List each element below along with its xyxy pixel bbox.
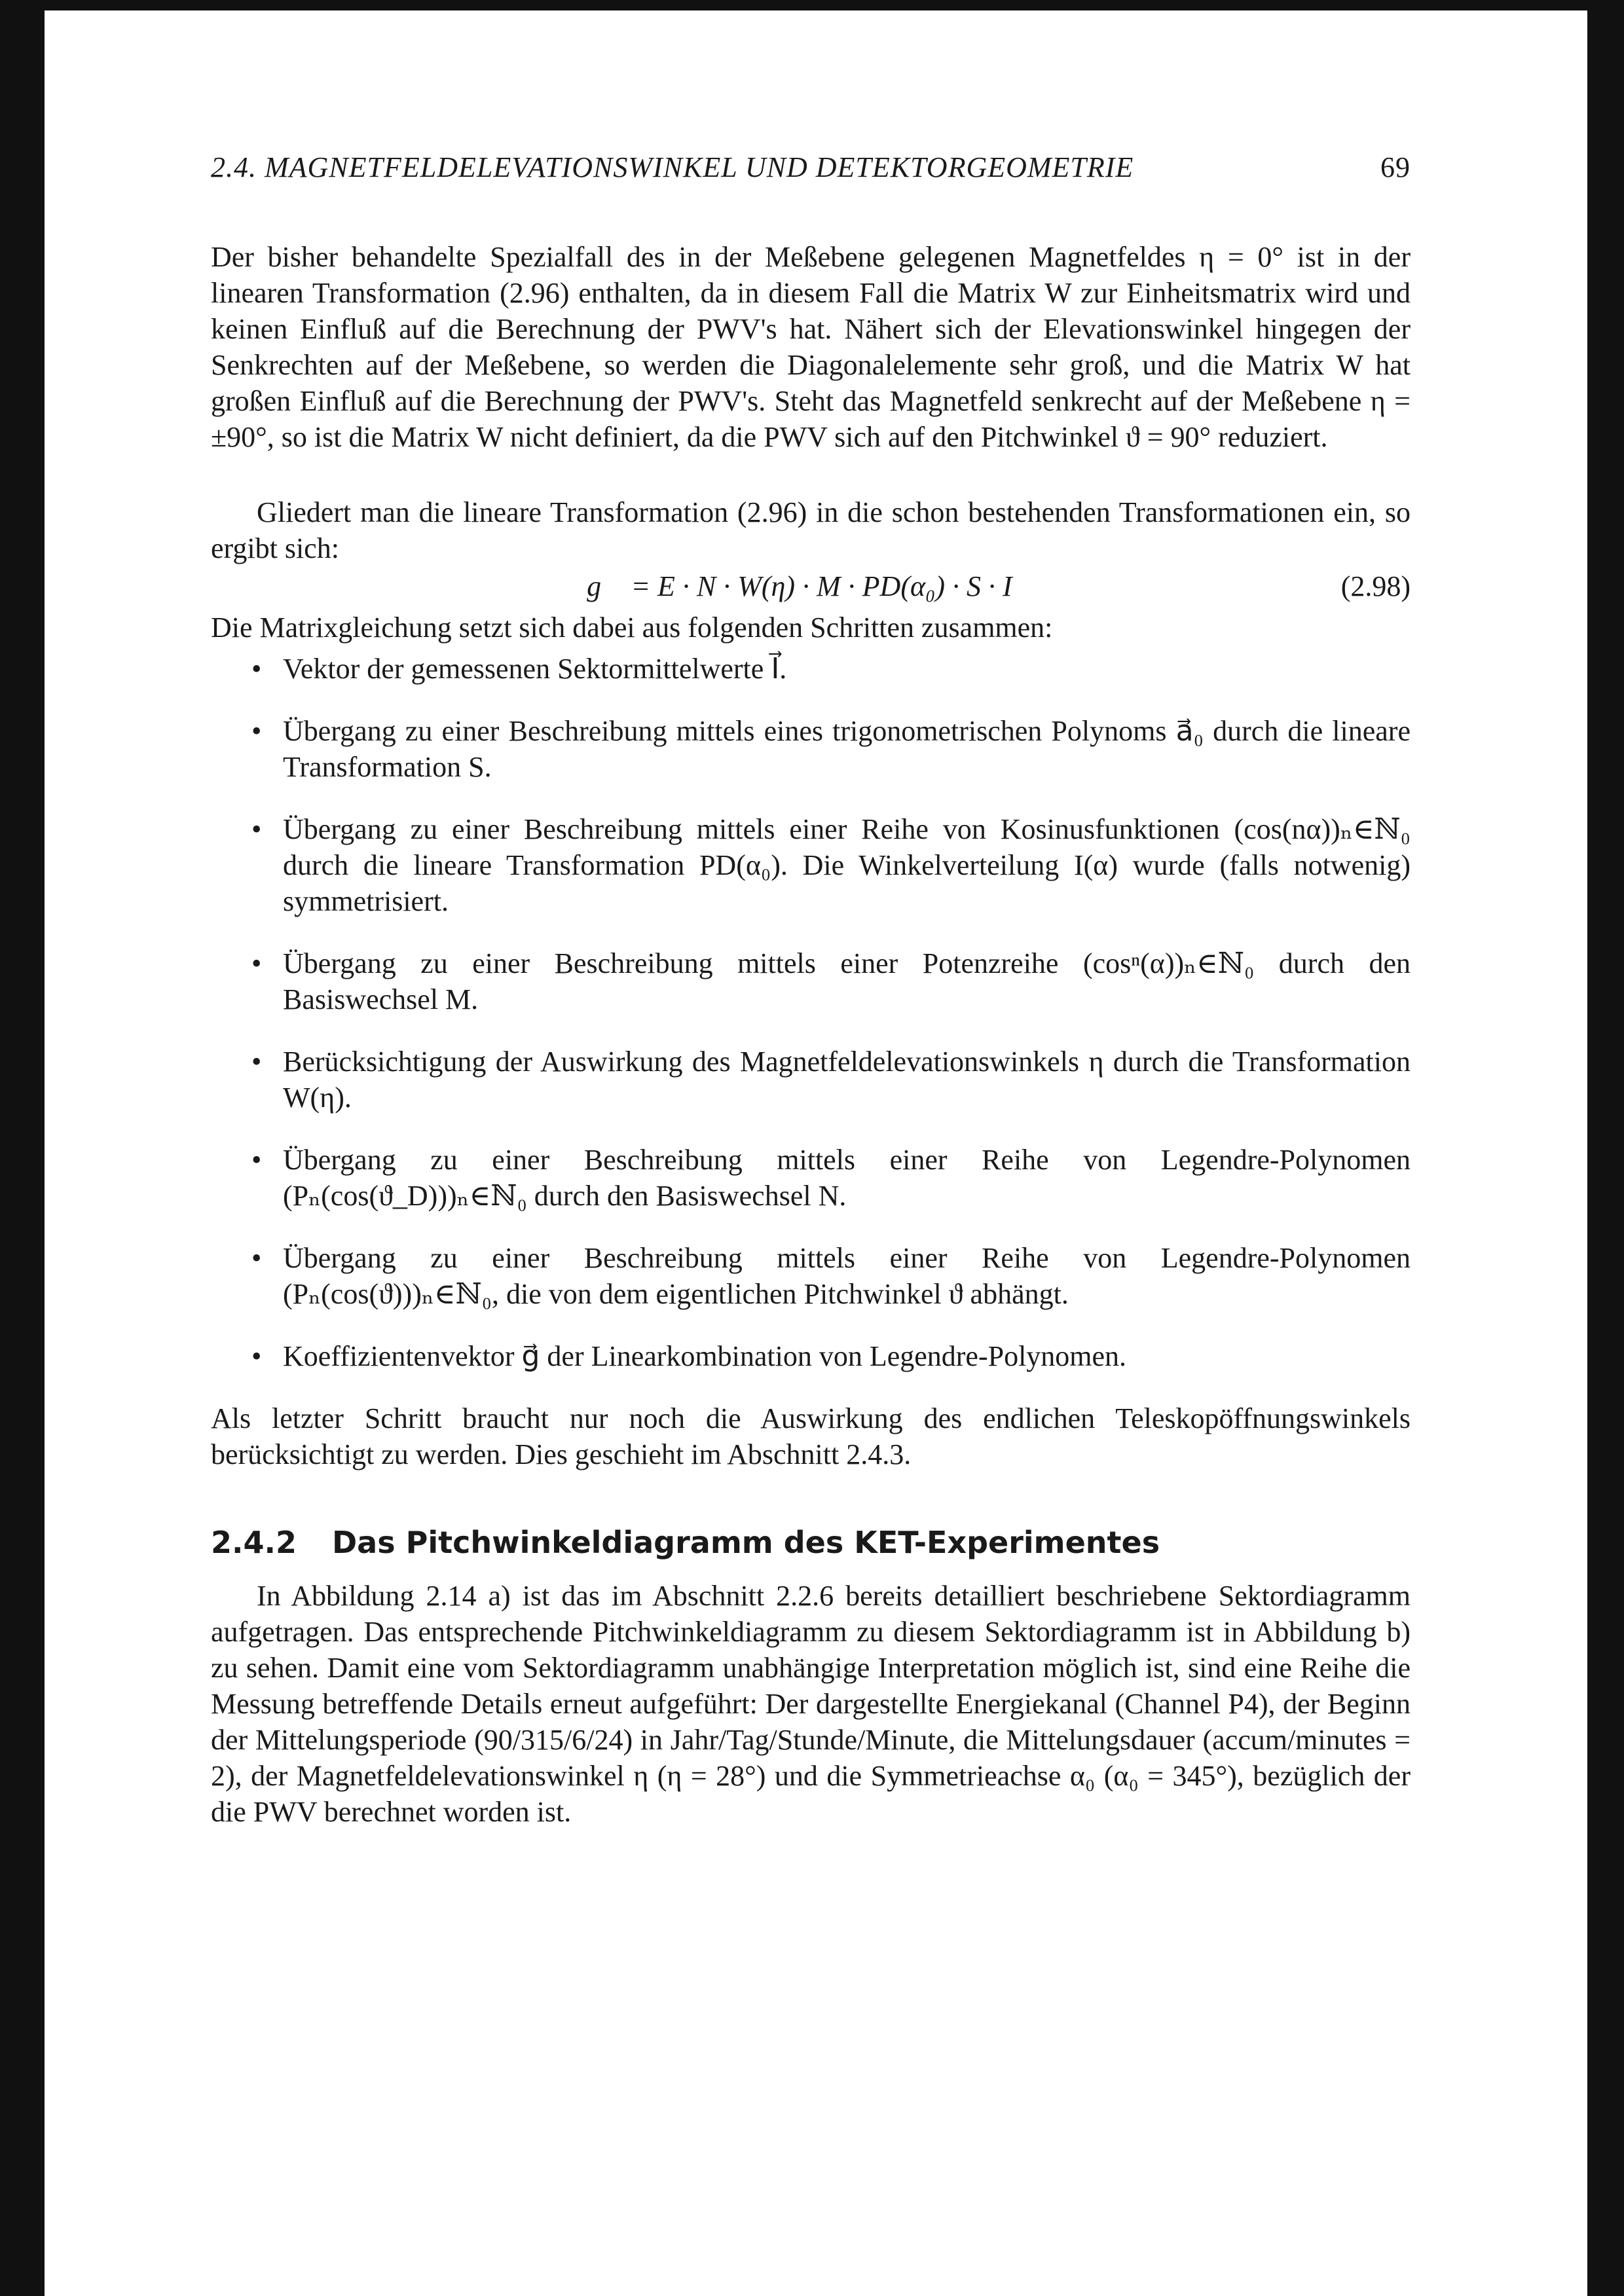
paragraph-special-case: Der bisher behandelte Spezialfall des in der Meßebene gelegenen Magnetfeldes η = 0° ist in der linearen Transformation (2.96) enthalten, da in diesem Fall die Matrix W zur Einheitsmatrix wird und keinen Einfluß auf die Berechnung der PWV's hat. Nähert sich der Elevationswinkel hingegen der Senkrechten auf der Meßebene, so werden die Diagonalelemente sehr groß, und die Matrix W hat großen Einfluß auf die Berechnung der PWV's. Steht das Magnetfeld senkrecht auf der Meßebene η = ±90°, so ist die Matrix W nicht definiert, da die PWV sich auf den Pitchwinkel ϑ = 90° reduziert. (211, 241, 1411, 453)
list-item: • Übergang zu einer Beschreibung mittels einer Reihe von Kosinusfunktionen (cos(nα))ₙ∈ℕ₀ durch die lineare Transformation PD(α₀). Die Winkelverteilung I(α) wurde (falls notwenig) symmetrisiert. (211, 811, 1411, 919)
scan-border-left (0, 0, 45, 2296)
scan-border-top (0, 0, 1624, 10)
list-item: • Vektor der gemessenen Sektormittelwerte I⃗. (211, 651, 1411, 687)
paragraph-transformation-intro: Gliedert man die lineare Transformation (2.96) in die schon bestehenden Transformationen ein, so ergibt sich: (211, 496, 1411, 564)
steps-list (211, 651, 1411, 1374)
list-item: • Berücksichtigung der Auswirkung des Magnetfeldelevationswinkels η durch die Transformation W(η). (211, 1044, 1411, 1116)
paragraph-steps-intro: Die Matrixgleichung setzt sich dabei aus folgenden Schritten zusammen: (211, 611, 1053, 644)
paragraph-final-step: Als letzter Schritt braucht nur noch die Auswirkung des endlichen Teleskopöffnungswinkels berücksichtigt zu werden. Dies geschieht im Abschnitt 2.4.3. (211, 1402, 1411, 1470)
section-title: Das Pitchwinkeldiagramm des KET-Experimentes (331, 1525, 1160, 1560)
list-item: • Übergang zu einer Beschreibung mittels einer Reihe von Legendre-Polynomen (Pₙ(cos(ϑ_D)))ₙ∈ℕ₀ durch den Basiswechsel N. (211, 1142, 1411, 1214)
list-item: • Übergang zu einer Beschreibung mittels einer Potenzreihe (cosⁿ(α))ₙ∈ℕ₀ durch den Basiswechsel M. (211, 945, 1411, 1017)
equation-expression: g⃗ = E · N · W(η) · M · PD(α₀) · S · I⃗ (587, 570, 1035, 602)
scan-border-right (1587, 0, 1624, 2296)
running-title: 2.4. MAGNETFELDELEVATIONSWINKEL UND DETEKTORGEOMETRIE (211, 151, 1134, 183)
section-number: 2.4.2 (211, 1525, 297, 1560)
list-item: • Übergang zu einer Beschreibung mittels einer Reihe von Legendre-Polynomen (Pₙ(cos(ϑ)))ₙ∈ℕ₀, die von dem eigentlichen Pitchwinkel ϑ abhängt. (211, 1240, 1411, 1312)
section-heading (211, 1525, 1411, 1561)
document-page (211, 149, 1411, 1830)
page-number: 69 (1380, 151, 1411, 183)
equation-number: (2.98) (1340, 570, 1411, 602)
list-item: • Übergang zu einer Beschreibung mittels eines trigonometrischen Polynoms a⃗₀ durch die lineare Transformation S. (211, 713, 1411, 785)
list-item: • Koeffizientenvektor g⃗ der Linearkombination von Legendre-Polynomen. (211, 1338, 1411, 1374)
running-header (211, 149, 1411, 185)
equation-2-98 (211, 566, 1411, 607)
paragraph-pitch-angle-diagram: In Abbildung 2.14 a) ist das im Abschnitt 2.2.6 bereits detailliert beschriebene Sektordiagramm aufgetragen. Das entsprechende Pitchwinkeldiagramm zu diesem Sektordiagramm ist in Abbildung b) zu sehen. Damit eine vom Sektordiagramm unabhängige Interpretation möglich ist, sind eine Reihe die Messung betreffende Details erneut aufgeführt: Der dargestellte Energiekanal (Channel P4), der Beginn der Mittelungsperiode (90/315/6/24) in Jahr/Tag/Stunde/Minute, die Mittelungsdauer (accum/minutes = 2), der Magnetfeldelevationswinkel η (η = 28°) und die Symmetrieachse α₀ (α₀ = 345°), bezüglich der die PWV berechnet worden ist. (211, 1580, 1411, 1828)
